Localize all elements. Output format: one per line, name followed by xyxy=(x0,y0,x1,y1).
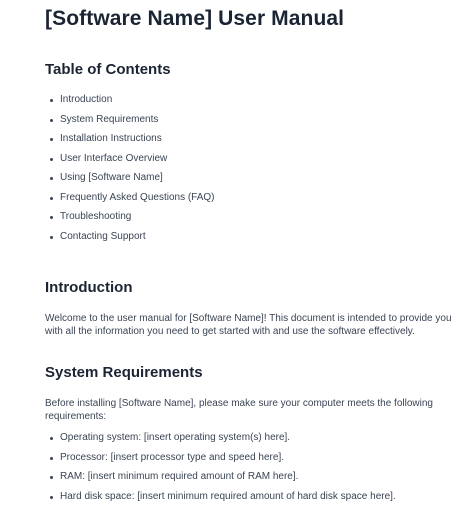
toc-item-introduction[interactable]: Introduction xyxy=(60,94,474,114)
toc-item-faq[interactable]: Frequently Asked Questions (FAQ) xyxy=(60,192,474,212)
requirement-item-ram: RAM: [insert minimum required amount of RAM here]. xyxy=(60,471,474,491)
toc-item-system-requirements[interactable]: System Requirements xyxy=(60,114,474,134)
system-requirements-heading: System Requirements xyxy=(45,364,203,381)
requirement-item-disk: Hard disk space: [insert minimum required amount of hard disk space here]. xyxy=(60,491,474,511)
toc-item-installation-instructions[interactable]: Installation Instructions xyxy=(60,133,474,153)
requirement-item-processor: Processor: [insert processor type and speed here]. xyxy=(60,452,474,472)
introduction-heading: Introduction xyxy=(45,279,133,296)
toc-item-troubleshooting[interactable]: Troubleshooting xyxy=(60,211,474,231)
toc-list xyxy=(45,94,474,250)
requirements-list xyxy=(45,432,474,510)
toc-item-user-interface-overview[interactable]: User Interface Overview xyxy=(60,153,474,173)
toc-item-contacting-support[interactable]: Contacting Support xyxy=(60,231,474,251)
system-requirements-paragraph: Before installing [Software Name], please make sure your computer meets the following requirements: xyxy=(45,398,433,422)
document-title: [Software Name] User Manual xyxy=(45,7,345,30)
introduction-paragraph: Welcome to the user manual for [Software Name]! This document is intended to provide you with all the information you need to get started with and use the software effectively. xyxy=(45,313,452,337)
toc-item-using-software[interactable]: Using [Software Name] xyxy=(60,172,474,192)
toc-heading: Table of Contents xyxy=(45,61,171,78)
requirement-item-os: Operating system: [insert operating system(s) here]. xyxy=(60,432,474,452)
